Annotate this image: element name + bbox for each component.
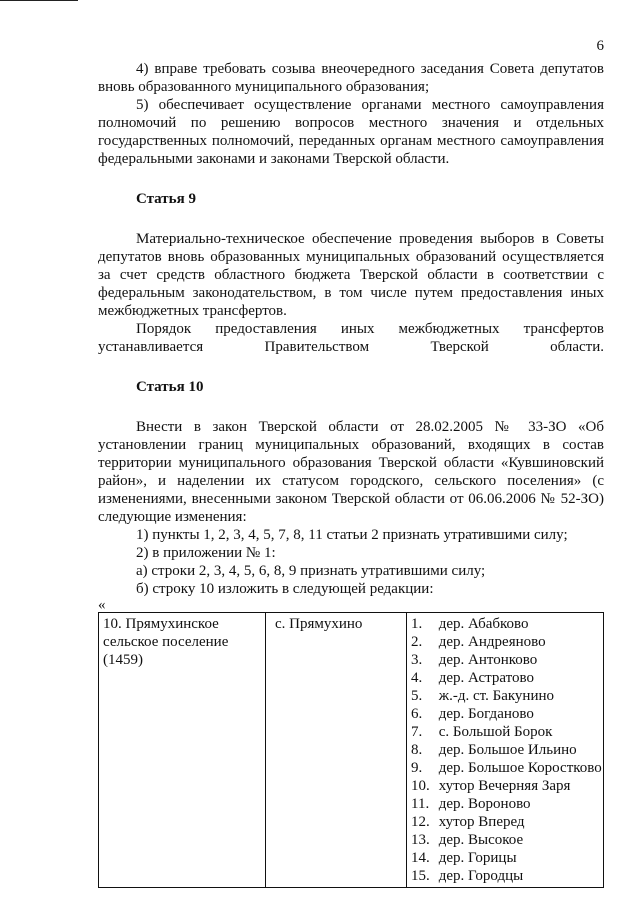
settlement-name-cell: 10. Прямухинское сельское поселение (1459) [99,613,266,888]
localities-cell [407,613,604,888]
table-row [99,613,604,888]
list-item-number: 7. [411,724,423,740]
list-item-locality: дер. Городцы [438,868,524,884]
list-item-number: 2. [411,634,423,650]
list-item-locality: дер. Антонково [438,652,538,668]
list-item-number: 1. [411,616,423,632]
list-item [411,633,603,651]
list-item [411,687,603,705]
list-item-locality: дер. Горицы [438,850,517,866]
list-item [411,651,603,669]
article-10-item: а) строки 2, 3, 4, 5, 6, 8, 9 признать утратившими силу; [136,563,486,579]
list-item-number: 10. [411,778,430,794]
list-item [411,705,603,723]
list-item-locality: с. Большой Борок [438,724,553,740]
localities-list [411,615,603,885]
list-item-number: 14. [411,850,430,866]
administrative-center-cell: с. Прямухино [266,613,407,888]
list-item-locality: хутор Вечерняя Заря [438,778,571,794]
list-item [411,849,603,867]
article-9-title: Статья 9 [136,191,196,207]
list-item-locality: дер. Большое Коростково [438,760,602,776]
article-10-intro: Внести в закон Тверской области от 28.02.2005 № 33-ЗО «Об установлении границ муниципальных образований, входящих в состав территории муниципального образования Тверской области «Кувшиновский район», и наделении их статусом городского, сельского поселения» (с изменениями, внесенными законом Тверской области от 06.06.2006 № 52-ЗО) следующие изменения: [98,419,604,525]
list-item-number: 4. [411,670,423,686]
list-item-number: 12. [411,814,430,830]
settlement-table [98,612,604,888]
list-item-number: 11. [411,796,430,812]
list-item [411,795,603,813]
page-number: 6 [596,38,604,54]
top-rule [0,0,78,5]
list-item-number: 13. [411,832,430,848]
article-9-paragraph: Материально-техническое обеспечение проведения выборов в Советы депутатов вновь образованных муниципальных образований осуществляется за счет средств областного бюджета Тверской области в соответствии с федеральным законодательством, в том числе путем предоставления иных межбюджетных трансфертов. [98,231,604,319]
list-item [411,615,603,633]
article-10-item: 1) пункты 1, 2, 3, 4, 5, 7, 8, 11 статьи 2 признать утратившими силу; [136,527,568,543]
intro-item-5: 5) обеспечивает осуществление органами местного самоуправления полномочий по решению вопросов местного значения и отдельных государственных полномочий, переданных органам местного самоуправления федеральными законами и законами Тверской области. [98,97,604,167]
list-item-number: 3. [411,652,423,668]
list-item-locality: ж.-д. ст. Бакунино [438,688,555,704]
list-item-locality: дер. Высокое [438,832,524,848]
document-page [98,60,604,888]
list-item-number: 6. [411,706,423,722]
list-item [411,777,603,795]
list-item-locality: дер. Астратово [438,670,535,686]
list-item [411,741,603,759]
article-9-paragraph: Порядок предоставления иных межбюджетных трансфертов устанавливается Правительством Тверской области. [98,321,604,355]
opening-quote-mark: « [98,597,106,613]
list-item [411,867,603,885]
list-item-number: 9. [411,760,423,776]
list-item [411,831,603,849]
article-10-title: Статья 10 [136,379,204,395]
article-10-item: 2) в приложении № 1: [136,545,276,561]
article-10-item: б) строку 10 изложить в следующей редакции: [136,581,434,597]
list-item-locality: дер. Большое Ильино [438,742,577,758]
list-item-number: 5. [411,688,423,704]
list-item-locality: дер. Андреяново [438,634,546,650]
list-item-locality: хутор Вперед [438,814,525,830]
intro-item-4: 4) вправе требовать созыва внеочередного заседания Совета депутатов вновь образованного муниципального образования; [98,61,604,95]
list-item-locality: дер. Богданово [438,706,534,722]
list-item-number: 8. [411,742,423,758]
list-item [411,759,603,777]
list-item-number: 15. [411,868,430,884]
list-item [411,669,603,687]
list-item-locality: дер. Вороново [438,796,531,812]
list-item [411,813,603,831]
list-item [411,723,603,741]
list-item-locality: дер. Абабково [438,616,529,632]
